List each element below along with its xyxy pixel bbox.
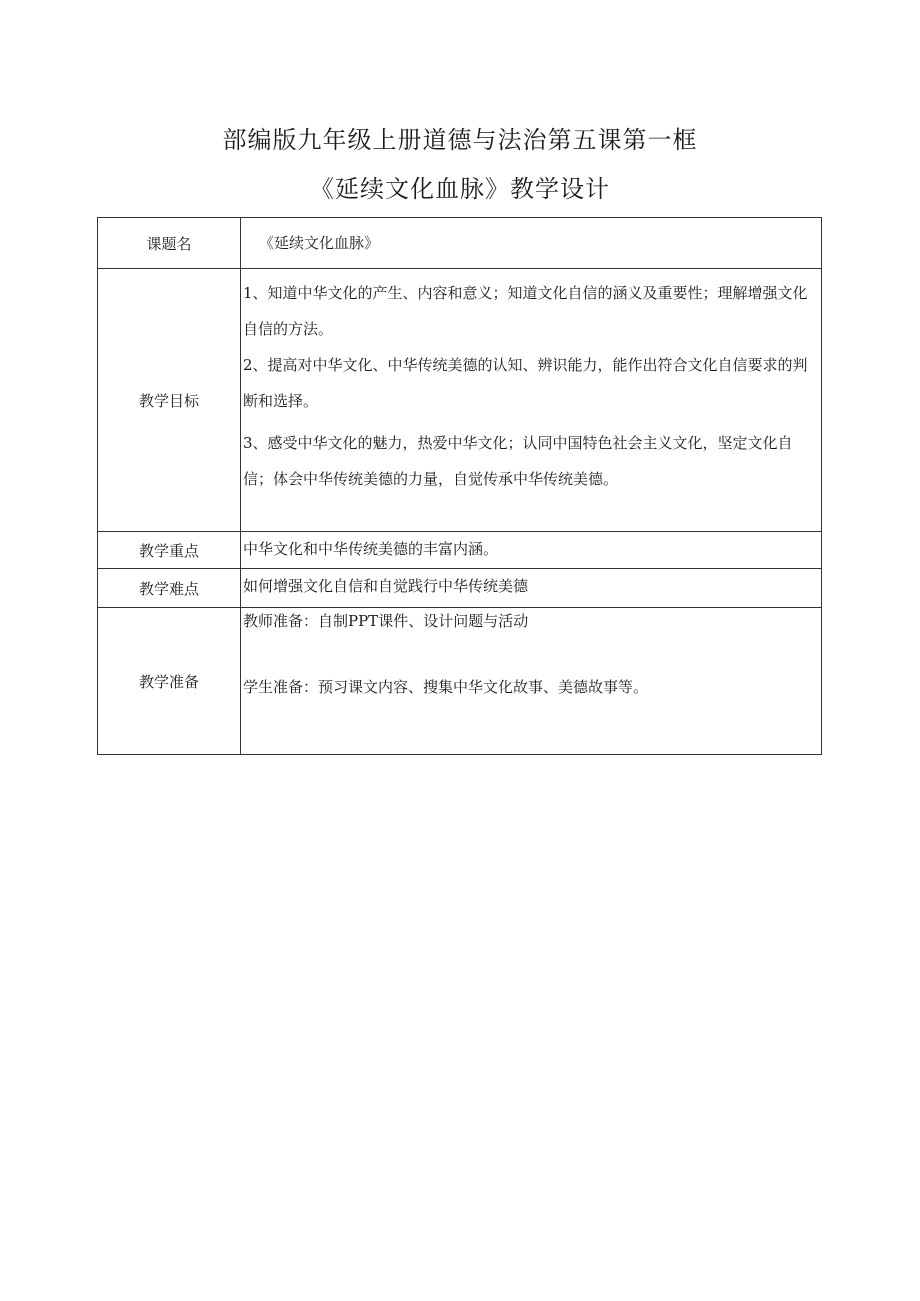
topic-value-cell [241, 218, 822, 269]
goal-item-2: 2、提高对中华文化、中华传统美德的认知、辨识能力，能作出符合文化自信要求的判断和选择。 [243, 356, 808, 410]
key-points-label: 教学重点 [98, 532, 241, 569]
difficulties-label: 教学难点 [98, 569, 241, 608]
preparation-label: 教学准备 [98, 608, 241, 755]
difficulties-cell [241, 569, 822, 608]
goals-label: 教学目标 [98, 269, 241, 532]
key-points-cell [241, 532, 822, 569]
topic-value: 《延续文化血脉》 [259, 234, 380, 252]
table-row-key-points [98, 532, 822, 569]
key-points-value: 中华文化和中华传统美德的丰富内涵。 [243, 540, 499, 558]
student-preparation: 学生准备：预习课文内容、搜集中华文化故事、美德故事等。 [243, 678, 649, 696]
topic-label: 课题名 [98, 218, 241, 269]
document-title-line-1: 部编版九年级上册道德与法治第五课第一框 [222, 126, 698, 154]
difficulties-value: 如何增强文化自信和自觉践行中华传统美德 [243, 577, 529, 595]
teacher-preparation: 教师准备：自制PPT课件、设计问题与活动 [243, 612, 529, 630]
table-row-topic [98, 218, 822, 269]
table-row-goals [98, 269, 822, 532]
goal-item-3: 3、感受中华文化的魅力，热爱中华文化；认同中国特色社会主义文化，坚定文化自信；体会中华传统美德的力量，自觉传承中华传统美德。 [243, 434, 793, 488]
preparation-cell [241, 608, 822, 755]
goal-item-1: 1、知道中华文化的产生、内容和意义；知道文化自信的涵义及重要性；理解增强文化自信的方法。 [243, 284, 808, 338]
table-row-preparation [98, 608, 822, 755]
document-title-line-2: 《延续文化血脉》教学设计 [310, 175, 610, 203]
table-row-difficulties [98, 569, 822, 608]
lesson-plan-table [97, 217, 822, 755]
goals-cell [241, 269, 822, 532]
